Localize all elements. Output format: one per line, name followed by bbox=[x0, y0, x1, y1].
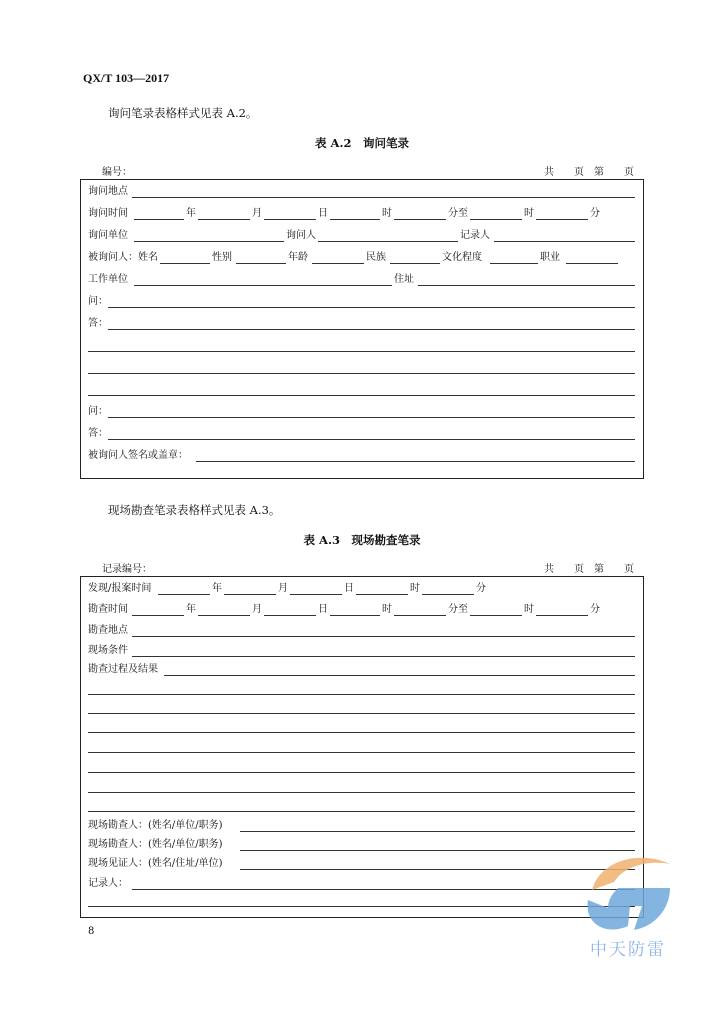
table-a2-page-info: 共 页 第 页 bbox=[544, 167, 634, 178]
a3-survey-time-label: 勘查时间 bbox=[88, 604, 128, 615]
a2-age-label: 年龄 bbox=[288, 252, 308, 263]
a3-surveyor1-label: 现场勘查人：(姓名/单位/职务) bbox=[88, 820, 223, 831]
a2-hour2-label: 时 bbox=[524, 208, 534, 219]
a3-discover-month-line bbox=[224, 594, 276, 595]
a2-signature-line bbox=[196, 461, 635, 462]
a2-person-label: 被询问人：姓名 bbox=[88, 252, 158, 263]
a3-blank-line-3 bbox=[88, 732, 635, 733]
a2-day-label: 日 bbox=[318, 208, 328, 219]
a3-surveyor2-line bbox=[240, 850, 635, 851]
a3-blank-line-4 bbox=[88, 752, 635, 753]
a2-ethnicity-line bbox=[390, 263, 440, 264]
a3-witness-label: 现场见证人：(姓名/住址/单位) bbox=[88, 858, 223, 869]
a3-record-person-label: 记录人： bbox=[88, 878, 128, 889]
a2-question-line bbox=[108, 307, 635, 308]
a2-occupation-line bbox=[566, 263, 618, 264]
a3-survey-place-label: 勘查地点 bbox=[88, 625, 128, 636]
a2-time-hour2-line bbox=[470, 219, 522, 220]
a3-survey-minute2-line bbox=[536, 615, 588, 616]
a3-blank-line-1 bbox=[88, 694, 635, 695]
a2-time-minute2-line bbox=[536, 219, 588, 220]
a2-workplace-label: 工作单位 bbox=[88, 274, 128, 285]
a2-answer2-line bbox=[108, 439, 635, 440]
a2-workplace-line bbox=[134, 285, 392, 286]
a2-blank-line-2 bbox=[88, 373, 635, 374]
a3-discover-time-label: 发现/报案时间 bbox=[88, 583, 152, 594]
a3-blank-line-7 bbox=[88, 811, 635, 812]
a2-question-label: 问： bbox=[88, 296, 108, 307]
a2-question2-label: 问： bbox=[88, 406, 108, 417]
a3-discover-year-label: 年 bbox=[212, 583, 222, 594]
a3-final-line bbox=[88, 906, 635, 907]
standard-code: QX/T 103—2017 bbox=[83, 71, 170, 85]
a3-discover-month-label: 月 bbox=[278, 583, 288, 594]
a3-survey-minute2-label: 分 bbox=[590, 604, 600, 615]
table-a2-number-label: 编号： bbox=[102, 167, 132, 178]
a2-minute-label: 分 bbox=[590, 208, 600, 219]
table-a3-intro: 现场勘查笔录表格样式见表 A.3。 bbox=[108, 503, 281, 517]
a3-blank-line-5 bbox=[88, 772, 635, 773]
a2-age-line bbox=[312, 263, 364, 264]
a2-gender-line bbox=[236, 263, 286, 264]
a3-survey-month-label: 月 bbox=[252, 604, 262, 615]
a2-question2-line bbox=[108, 417, 635, 418]
a3-survey-day-line bbox=[264, 615, 316, 616]
a3-surveyor2-label: 现场勘查人：(姓名/单位/职务) bbox=[88, 839, 223, 850]
a2-blank-line-1 bbox=[88, 351, 635, 352]
page-number: 8 bbox=[88, 926, 95, 937]
a2-blank-line-3 bbox=[88, 395, 635, 396]
a2-place-label: 询问地点 bbox=[88, 186, 128, 197]
a2-ethnicity-label: 民族 bbox=[366, 252, 386, 263]
a2-time-day-line bbox=[264, 219, 316, 220]
a2-education-label: 文化程度 bbox=[442, 252, 482, 263]
a2-gender-label: 性别 bbox=[212, 252, 232, 263]
a3-discover-minute-label: 分 bbox=[476, 583, 486, 594]
a2-answer-line bbox=[108, 329, 635, 330]
a3-process-label: 勘查过程及结果 bbox=[88, 664, 158, 675]
a3-discover-hour-line bbox=[356, 594, 408, 595]
a3-survey-hour-label: 时 bbox=[382, 604, 392, 615]
a2-occupation-label: 职业 bbox=[540, 252, 560, 263]
a3-site-conditions-line bbox=[132, 656, 635, 657]
a2-recorder-line bbox=[494, 241, 635, 242]
a2-month-label: 月 bbox=[252, 208, 262, 219]
a2-unit-line bbox=[134, 241, 284, 242]
a3-survey-hour-line bbox=[330, 615, 380, 616]
a3-survey-hour2-label: 时 bbox=[524, 604, 534, 615]
a2-signature-label: 被询问人签名或盖章： bbox=[88, 450, 188, 461]
a2-answer2-label: 答： bbox=[88, 428, 108, 439]
a3-process-line bbox=[164, 675, 635, 676]
a2-time-minute-line bbox=[394, 219, 446, 220]
a2-time-hour-line bbox=[330, 219, 380, 220]
table-a2-title: 表 A.2 询问笔录 bbox=[315, 136, 409, 150]
a3-discover-year-line bbox=[158, 594, 210, 595]
a3-survey-day-label: 日 bbox=[318, 604, 328, 615]
a2-address-label: 住址 bbox=[394, 274, 414, 285]
a3-survey-year-label: 年 bbox=[186, 604, 196, 615]
a3-survey-hour2-line bbox=[470, 615, 522, 616]
a2-time-label: 询问时间 bbox=[88, 208, 128, 219]
table-a3-title: 表 A.3 现场勘查笔录 bbox=[303, 533, 421, 547]
a3-survey-minute-to-label: 分至 bbox=[448, 604, 468, 615]
a2-time-year-line bbox=[134, 219, 184, 220]
a3-survey-minute-line bbox=[394, 615, 446, 616]
a3-record-person-line bbox=[132, 889, 635, 890]
a2-place-line bbox=[132, 197, 635, 198]
a2-education-line bbox=[490, 263, 538, 264]
a3-discover-minute-line bbox=[422, 594, 474, 595]
a2-hour-label: 时 bbox=[382, 208, 392, 219]
a2-address-line bbox=[418, 285, 635, 286]
table-a3-page-info: 共 页 第 页 bbox=[544, 564, 634, 575]
a2-year-label: 年 bbox=[186, 208, 196, 219]
a2-name-line bbox=[160, 263, 210, 264]
a2-asker-label: 询问人 bbox=[286, 230, 316, 241]
a2-recorder-label: 记录人 bbox=[460, 230, 490, 241]
a2-unit-label: 询问单位 bbox=[88, 230, 128, 241]
a3-survey-month-line bbox=[198, 615, 250, 616]
a3-discover-day-label: 日 bbox=[344, 583, 354, 594]
a3-witness-line bbox=[240, 869, 635, 870]
a3-site-conditions-label: 现场条件 bbox=[88, 645, 128, 656]
watermark-text: 中天防雷 bbox=[590, 940, 666, 960]
a3-survey-place-line bbox=[132, 636, 635, 637]
a2-asker-line bbox=[318, 241, 458, 242]
a3-surveyor1-line bbox=[240, 831, 635, 832]
table-a3-number-label: 记录编号： bbox=[102, 564, 152, 575]
a2-time-month-line bbox=[198, 219, 250, 220]
a3-discover-hour-label: 时 bbox=[410, 583, 420, 594]
a3-discover-day-line bbox=[290, 594, 342, 595]
a3-blank-line-2 bbox=[88, 713, 635, 714]
a3-blank-line-6 bbox=[88, 792, 635, 793]
a3-survey-year-line bbox=[132, 615, 184, 616]
a2-answer-label: 答： bbox=[88, 318, 108, 329]
a2-minute-to-label: 分至 bbox=[448, 208, 468, 219]
table-a2-intro: 询问笔录表格样式见表 A.2。 bbox=[108, 106, 258, 120]
